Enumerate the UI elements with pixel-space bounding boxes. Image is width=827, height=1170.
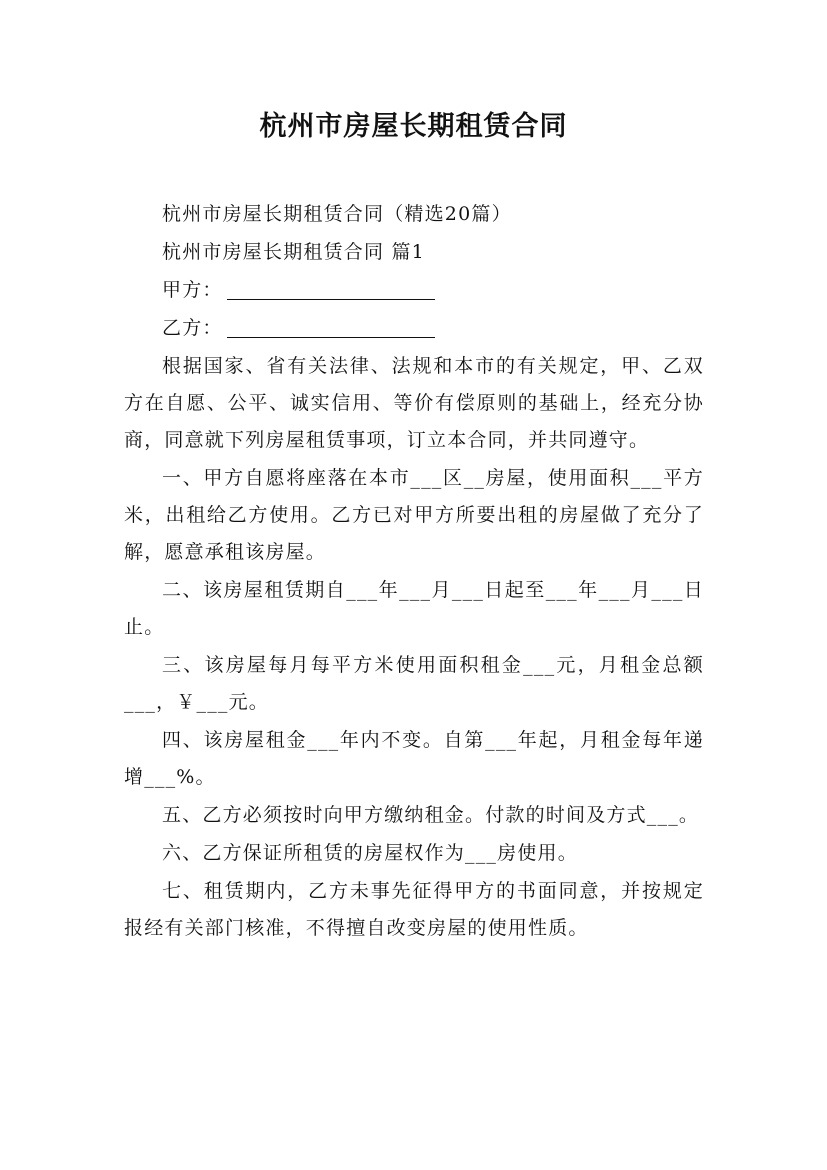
paragraph-clause-5: 五、乙方必须按时向甲方缴纳租金。付款的时间及方式___。 [162, 804, 700, 826]
party-a-blank [227, 277, 435, 300]
paragraph-clause-3: 三、该房屋每月每平方米使用面积租金___元，月租金总额___，￥___元。 [124, 654, 704, 713]
party-a-line [124, 272, 704, 309]
paragraph-clause-4: 四、该房屋租金___年内不变。自第___年起，月租金每年递增___%。 [124, 729, 704, 788]
paragraph-clause-6: 六、乙方保证所租赁的房屋权作为___房使用。 [162, 842, 578, 864]
paragraph-clause-2: 二、该房屋租赁期自___年___月___日起至___年___月___日止。 [124, 579, 704, 638]
party-b-line [124, 310, 704, 347]
party-a-label: 甲方： [162, 279, 223, 301]
party-b-label: 乙方： [162, 317, 223, 339]
party-b-blank [227, 315, 435, 338]
document-title: 杭州市房屋长期租赁合同 [259, 111, 568, 142]
paragraph-preamble: 根据国家、省有关法律、法规和本市的有关规定，甲、乙双方在自愿、公平、诚实信用、等价有偿原则的基础上，经充分协商，同意就下列房屋租赁事项，订立本合同，并共同遵守。 [124, 355, 704, 451]
subtitle: 杭州市房屋长期租赁合同（精选20篇） [162, 203, 512, 225]
document-body [124, 196, 704, 948]
paragraph-clause-7: 七、租赁期内，乙方未事先征得甲方的书面同意，并按规定报经有关部门核准，不得擅自改变房屋的使用性质。 [124, 880, 704, 939]
section-heading: 杭州市房屋长期租赁合同 篇1 [162, 241, 425, 263]
paragraph-clause-1: 一、甲方自愿将座落在本市___区__房屋，使用面积___平方米，出租给乙方使用。乙方已对甲方所要出租的房屋做了充分了解，愿意承租该房屋。 [124, 467, 704, 563]
